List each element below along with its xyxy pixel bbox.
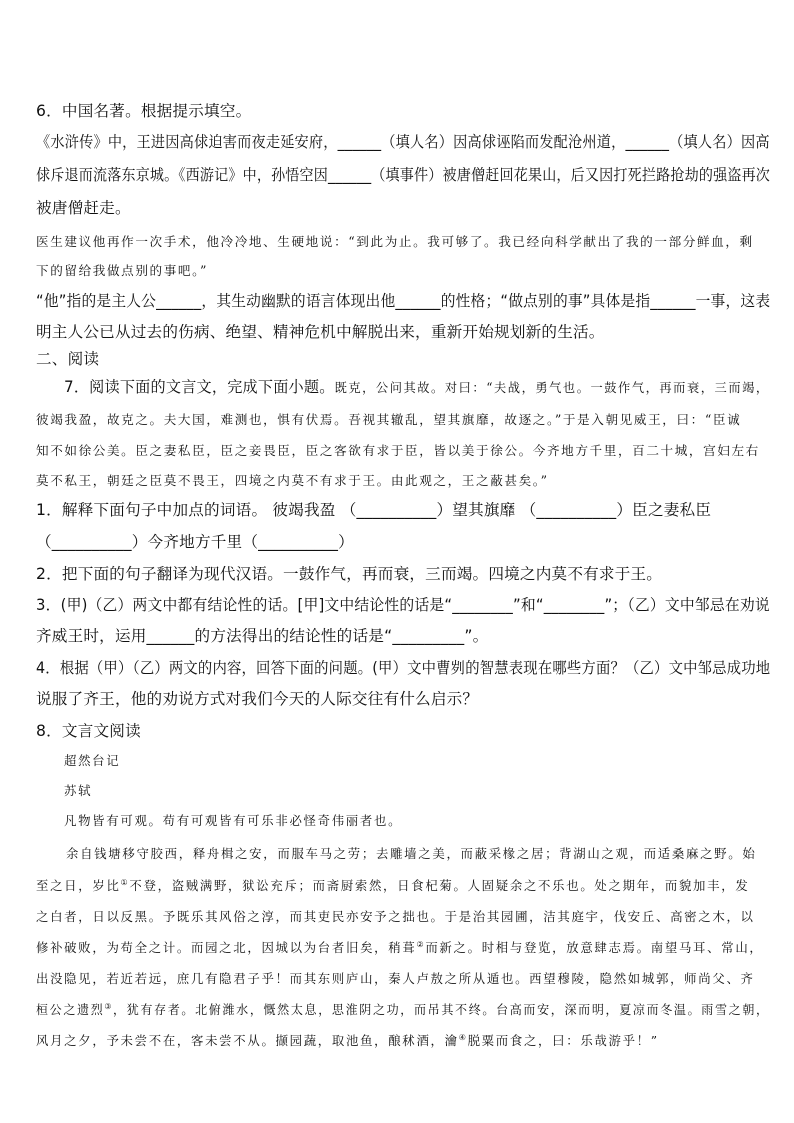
- essay-para-2-line-7: [36, 1031, 659, 1049]
- essay-text-segment: 修补破败，为苟全之计。而园之北，因城以为台者旧矣，稍葺: [36, 940, 417, 955]
- footnote-marker: ③: [104, 1001, 114, 1011]
- essay-text-segment: 风月之夕，予未尝不在，客未尝不从。撷园蔬，取池鱼，酿秫酒，瀹: [36, 1033, 459, 1048]
- q7-sub-2: 2．把下面的句子翻译为现代汉语。一鼓作气，再而衰，三而竭。四境之内莫不有求于王。: [36, 565, 663, 583]
- essay-text-segment: 而新之。时相与登览，放意肆志焉。南望马耳、常山，: [425, 940, 764, 955]
- q7-sub-3a: 3．(甲)（乙）两文中都有结论性的话。[甲]文中结论性的话是“________”和“________”；（乙）文中邹忌在劝说: [36, 596, 770, 614]
- footnote-marker: ①: [120, 877, 130, 887]
- q7-sub-3b: 齐威王时，运用______的方法得出的结论性的话是“_________”。: [36, 627, 489, 645]
- q6-line-2: 俅斥退而流落东京城。《西游记》中，孙悟空因______（填事件）被唐僧赶回花果山，后又因打死拦路抢劫的强盗再次: [36, 166, 771, 184]
- q6-line-5: 明主人公已从过去的伤病、绝望、精神危机中解脱出来，重新开始规划新的生活。: [36, 323, 605, 341]
- q7-intro-line: [64, 375, 770, 397]
- essay-text-segment: 不登，盗贼满野，狱讼充斥；而斋厨索然，日食杞菊。人固疑余之不乐也。处之期年，而貌加丰，发: [129, 878, 750, 893]
- q7-sub-1a: 1．解释下面句子中加点的词语。 彼竭我盈 （__________）望其旗靡 （__________）臣之妻私臣: [36, 501, 712, 519]
- q7-text-2: 彼竭我盈，故克之。夫大国，难测也，惧有伏焉。吾视其辙乱，望其旗靡，故逐之。”于是入朝见威王，曰：“臣诚: [36, 412, 742, 427]
- q7-intro: 7．阅读下面的文言文，完成下面小题。: [64, 378, 335, 396]
- q6-line-3: 被唐僧赶走。: [36, 199, 131, 217]
- q6-quote-1: 医生建议他再作一次手术，他冷冷地、生硬地说：“到此为止。我可够了。我已经向科学献出了我的一部分鲜血，剩: [36, 234, 754, 249]
- essay-para-2-line-5: 出没隐见，若近若远，庶几有隐君子乎！而其东则庐山，秦人卢敖之所从遁也。西望穆陵，隐然如城郭，师尚父、齐: [36, 971, 755, 986]
- essay-title: 超然台记: [64, 753, 121, 768]
- footnote-marker: ②: [416, 939, 426, 949]
- essay-para-2-line-2: [36, 876, 749, 894]
- essay-text-segment: ，犹有存者。北俯潍水，慨然太息，思淮阴之功，而吊其不终。台高而安，深而明，夏凉而冬温。雨雪之朝，: [113, 1002, 770, 1017]
- q6-title: 6．中国名著。根据提示填空。: [36, 102, 252, 120]
- essay-text-segment: 桓公之遗烈: [36, 1002, 105, 1017]
- essay-author: 苏轼: [64, 783, 93, 798]
- footnote-marker: ④: [458, 1032, 468, 1042]
- essay-text-segment: 至之日，岁比: [36, 878, 121, 893]
- q7-sub-4b: 说服了齐王，他的劝说方式对我们今天的人际交往有什么启示？: [36, 690, 479, 708]
- q6-line-4: “他”指的是主人公______，其生动幽默的语言体现出他______的性格；“做点别的事”具体是指______一事，这表: [36, 292, 771, 310]
- essay-para-2-line-1: 余自钱塘移守胶西，释舟楫之安，而服车马之劳；去雕墙之美，而蔽采椽之居；背湖山之观，而适桑麻之野。始: [66, 846, 757, 861]
- q7-text-1: 既克，公问其故。对曰：“夫战，勇气也。一鼓作气，再而衰，三而竭，: [334, 380, 770, 395]
- q8-title: 8．文言文阅读: [36, 722, 141, 740]
- essay-para-2-line-3: 之白者，日以反黑。予既乐其风俗之淳，而其吏民亦安予之拙也。于是治其园圃，洁其庭宇，伐安丘、高密之木，以: [36, 909, 755, 924]
- essay-para-2-line-4: [36, 938, 764, 956]
- section-heading: 二、阅读: [36, 350, 100, 368]
- q6-quote-2: 下的留给我做点别的事吧。”: [36, 263, 209, 278]
- essay-text-segment: 脱粟而食之，曰：乐哉游乎！”: [467, 1033, 659, 1048]
- q7-text-3: 知不如徐公美。臣之妻私臣，臣之妾畏臣，臣之客欲有求于臣，皆以美于徐公。今齐地方千里，百二十城，宫妇左右: [36, 443, 760, 458]
- essay-para-2-line-6: [36, 1000, 770, 1018]
- q6-line-1: 《水浒传》中，王进因高俅迫害而夜走延安府，______（填人名）因高俅诬陷而发配沧州道，______（填人名）因高: [36, 133, 770, 151]
- q7-text-4: 莫不私王，朝廷之臣莫不畏王，四境之内莫不有求于王。由此观之，王之蔽甚矣。”: [36, 473, 549, 488]
- q7-sub-4a: 4．根据（甲）（乙）两文的内容，回答下面的问题。(甲）文中曹刿的智慧表现在哪些方面？（乙）文中邹忌成功地: [36, 659, 771, 677]
- q7-sub-1b: （__________）今齐地方千里（__________）: [36, 533, 354, 551]
- essay-para-1: 凡物皆有可观。苟有可观皆有可乐非必怪奇伟丽者也。: [64, 813, 403, 828]
